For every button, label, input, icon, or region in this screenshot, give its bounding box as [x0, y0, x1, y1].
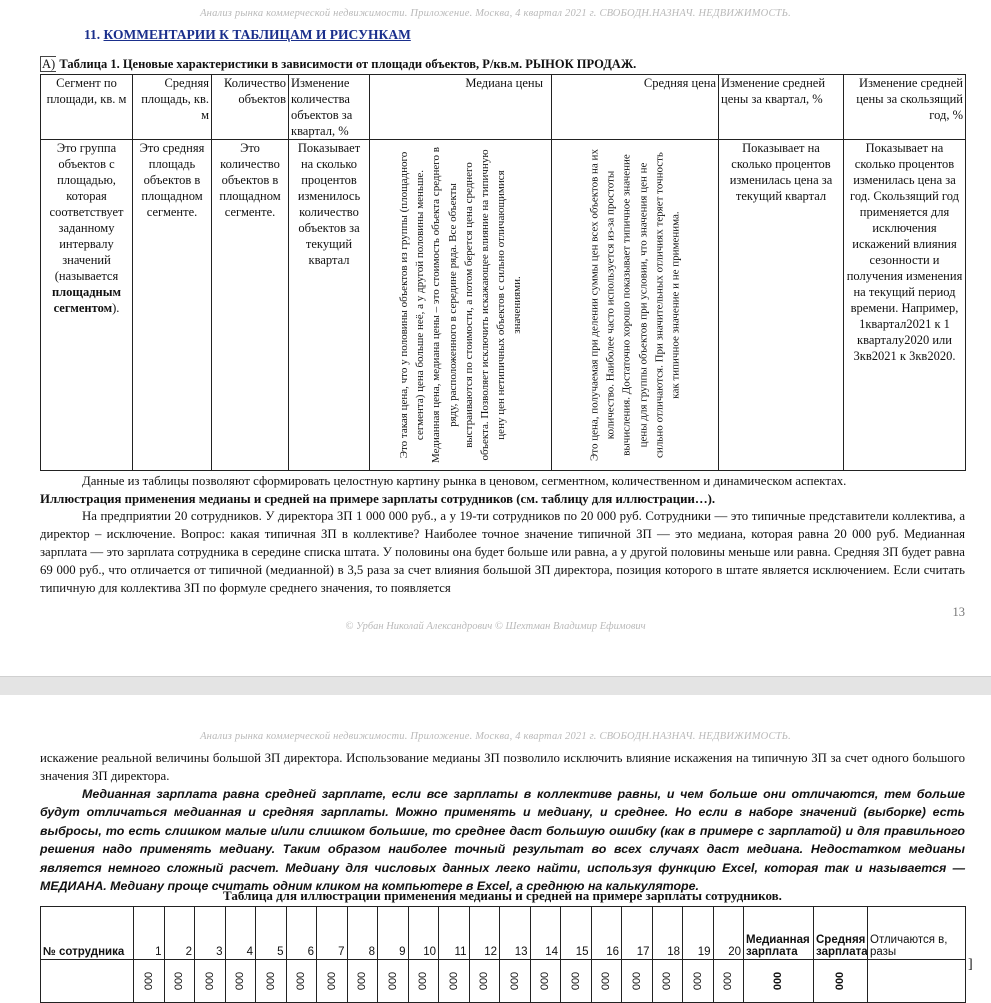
table1-caption-prefix: А) — [42, 57, 56, 71]
paragraph-continuation: искажение реальной величины большой ЗП директора. Использование медианы ЗП позволило исключить влияние искажения на типичную ЗП за счет одного большого значения ЗП директора. — [40, 751, 965, 783]
salary-value: 000 — [325, 971, 338, 991]
table2-value-cell — [713, 960, 744, 1003]
median-vertical-text: Это такая цена, что у половины объектов из группы (площадного сегмента) цена больше неё, а у другой половины меньше. Медианная цена, медиана цены – это стоимость объекта среднего в ряду, расположенного в середине ряда. Все объекты выстраиваются по стоимости, а потом берется цена среднего объекта. Позволяет исключить искажающее влияние на типичную цену цен нетипичных объектов с сильно отличающимися значениями. — [397, 147, 524, 463]
table2-header-diff: Отличаются в, разы — [868, 907, 966, 960]
table2-header-employee-11: 11 — [439, 907, 470, 960]
section-number: 11. — [84, 27, 101, 42]
table2-value-cell — [378, 960, 409, 1003]
salary-value: 000 — [630, 971, 643, 991]
salary-value: 000 — [264, 971, 277, 991]
salary-value: 000 — [600, 971, 613, 991]
table2-value-cell — [530, 960, 561, 1003]
table1-cell-segment: Это группа объектов с площадью, которая соответствует заданному интервалу значений (называется площадным сегментом). — [41, 140, 133, 471]
copyright-footer: © Урбан Николай Александрович © Шехтман Владимир Ефимович — [345, 621, 646, 632]
table2-header-employee-6: 6 — [286, 907, 317, 960]
table2-value-cell — [561, 960, 592, 1003]
table1-header-year-change: Изменение средней цены за скользящий год, % — [844, 75, 966, 140]
table1 — [40, 74, 966, 471]
salary-value: 000 — [569, 971, 582, 991]
table2-header-employee-14: 14 — [530, 907, 561, 960]
table2-value-cell — [814, 960, 868, 1003]
table2-header-employee-5: 5 — [256, 907, 287, 960]
table2-value-cell — [134, 960, 165, 1003]
salary-value: 000 — [478, 971, 491, 991]
table2-data-row — [41, 960, 966, 1003]
table2-value-cell — [164, 960, 195, 1003]
table2-value-cell — [622, 960, 653, 1003]
table1-cell-median — [370, 140, 552, 471]
table2-header-employee-20: 20 — [713, 907, 744, 960]
table2-header-employee-10: 10 — [408, 907, 439, 960]
table2-value-cell — [256, 960, 287, 1003]
table2-value-cell — [652, 960, 683, 1003]
paragraph-illustration-title: Иллюстрация применения медианы и средней на примере зарплаты сотрудников (см. таблицу для иллюстрации…). — [40, 492, 716, 506]
salary-value: 000 — [772, 971, 785, 991]
table1-header-mean: Средняя цена — [552, 75, 719, 140]
table1-header-count: Количество объектов — [212, 75, 289, 140]
table2-value-cell — [469, 960, 500, 1003]
table2-header-employee-15: 15 — [561, 907, 592, 960]
running-header: Анализ рынка коммерческой недвижимости. Приложение. Москва, 4 квартал 2021 г. СВОБОДН.НАЗНАЧ. НЕДВИЖИМОСТЬ. — [200, 8, 791, 19]
table1-header-segment: Сегмент по площади, кв. м — [41, 75, 133, 140]
table1-caption — [40, 57, 636, 72]
table2-value-cell — [317, 960, 348, 1003]
table1-header-avg-area: Средняя площадь, кв. м — [133, 75, 212, 140]
salary-value: 000 — [508, 971, 521, 991]
table2-header-employee-19: 19 — [683, 907, 714, 960]
section-title — [84, 27, 411, 43]
salary-value: 000 — [142, 971, 155, 991]
table2-row-label — [41, 960, 134, 1003]
running-header-2: Анализ рынка коммерческой недвижимости. Приложение. Москва, 4 квартал 2021 г. СВОБОДН.НАЗНАЧ. НЕДВИЖИМОСТЬ. — [200, 731, 791, 742]
table2-value-cell — [225, 960, 256, 1003]
table1-header-median: Медиана цены — [370, 75, 552, 140]
table2-header-employee-16: 16 — [591, 907, 622, 960]
table2-header-employee: № сотрудника — [41, 907, 134, 960]
table1-cell-count-change: Показывает на сколько процентов изменилось количество объектов за текущий квартал — [289, 140, 370, 471]
table2-value-cell — [195, 960, 226, 1003]
table1-cell-avg-area: Это средняя площадь объектов в площадном сегменте. — [133, 140, 212, 471]
paragraph-salary-example: На предприятии 20 сотрудников. У директора ЗП 1 000 000 руб., а у 19-ти сотрудников по 20 000 руб. Сотрудники — это типичные представители коллектива, а директор – исключение. Вопрос: какая типичная ЗП в коллективе? Наиболее точное значение типичной ЗП — это медиана, которая равна 20 000 руб. Медианная зарплата — это зарплата сотрудника в середине списка штата. У половины она будет больше или равна, а у другой половины меньше или равна. Средняя ЗП будет равна 69 000 руб., что отличается от типичной (медианной) в 3,5 раза за счет влияния большой ЗП директора, позиция которого в штате является исключением. Если считать типичную для коллектива ЗП по формуле среднего значения, то появляется — [40, 509, 965, 595]
table2-caption: Таблица для иллюстрации применения медианы и средней на примере зарплаты сотрудников. — [223, 888, 782, 903]
table1-cell-count: Это количество объектов в площадном сегменте. — [212, 140, 289, 471]
salary-value: 000 — [386, 971, 399, 991]
text-cursor-bracket: ] — [968, 957, 973, 972]
table2-header-employee-8: 8 — [347, 907, 378, 960]
paragraph-data-summary: Данные из таблицы позволяют сформировать целостную картину рынка в ценовом, сегментном, количественном и динамическом аспектах. — [82, 474, 847, 488]
salary-value: 000 — [203, 971, 216, 991]
salary-value: 000 — [539, 971, 552, 991]
page-number: 13 — [952, 605, 965, 619]
table2-diff-cell — [868, 960, 966, 1003]
table2-header-employee-9: 9 — [378, 907, 409, 960]
salary-value: 000 — [661, 971, 674, 991]
table2-header-employee-1: 1 — [134, 907, 165, 960]
table2-header-employee-12: 12 — [469, 907, 500, 960]
table2-header-employee-18: 18 — [652, 907, 683, 960]
table2-value-cell — [683, 960, 714, 1003]
table2-value-cell — [591, 960, 622, 1003]
table2-value-cell — [439, 960, 470, 1003]
table1-cell-mean — [552, 140, 719, 471]
salary-value: 000 — [834, 971, 847, 991]
table1-caption-text: Таблица 1. Ценовые характеристики в зависимости от площади объектов, Р/кв.м. РЫНОК ПРОДАЖ. — [56, 57, 637, 71]
table1-cell-mean-change: Показывает на сколько процентов изменилась цена за текущий квартал — [719, 140, 844, 471]
table2-header-median: Медианная зарплата — [744, 907, 814, 960]
mean-vertical-text: Это цена, получаемая при делении суммы цен всех объектов на их количество. Наиболее часто используется из-за простоты вычисления. Достаточно хорошо показывает типичное значение цены для группы объектов при условии, что значения цен не сильно отличаются. При значительных отличиях теряет точность как типичное значение и не применима. — [588, 149, 682, 461]
salary-value: 000 — [447, 971, 460, 991]
salary-value: 000 — [417, 971, 430, 991]
paragraph-median-vs-mean: Медианная зарплата равна средней зарплате, если все зарплаты в коллективе равны, и чем больше они отличаются, тем больше будут отличаться медианная и средняя зарплаты. Можно применять и медиану, и среднее. Но если в наборе значений (выборке) есть выбросы, то есть слишком малые и/или слишком большие, то среднее даст большую ошибку (как в примере с зарплатой) и для правильного решения надо применять медиану. Таким образом наиболее точный результат во всех случаях даст медиана. Недостатком медианы является немного сложный расчет. Медиану для числовых данных легко найти, используя функцию Excel, которая так и называется — МЕДИАНА. Медиану проще считать одним кликом на компьютере в Excel, а среднюю на калькуляторе. — [40, 787, 965, 894]
table1-body-row — [41, 140, 966, 471]
table2-header-employee-7: 7 — [317, 907, 348, 960]
table2-value-cell — [347, 960, 378, 1003]
table2 — [40, 906, 966, 1003]
table1-header-count-change: Изменение количества объектов за квартал, % — [289, 75, 370, 140]
table2-header-mean: Средняя зарплата — [814, 907, 868, 960]
table2-value-cell — [286, 960, 317, 1003]
document-page-2 — [0, 695, 991, 991]
table2-value-cell — [744, 960, 814, 1003]
section-title-text: КОММЕНТАРИИ К ТАБЛИЦАМ И РИСУНКАМ — [103, 27, 411, 42]
table2-header-row — [41, 907, 966, 960]
salary-value: 000 — [356, 971, 369, 991]
salary-value: 000 — [691, 971, 704, 991]
table2-value-cell — [500, 960, 531, 1003]
table2-header-employee-4: 4 — [225, 907, 256, 960]
table2-header-employee-17: 17 — [622, 907, 653, 960]
table2-header-employee-2: 2 — [164, 907, 195, 960]
table2-header-employee-13: 13 — [500, 907, 531, 960]
table2-header-employee-3: 3 — [195, 907, 226, 960]
salary-value: 000 — [234, 971, 247, 991]
salary-value: 000 — [295, 971, 308, 991]
table1-cell-year-change: Показывает на сколько процентов изменилась цена за год. Скользящий год применяется для исключения искажений влияния сезонности и получения изменения на текущий период времени. Например, 1квартал2021 к 1 кварталу2020 или 3кв2021 к 3кв2020. — [844, 140, 966, 471]
page-gap — [0, 676, 991, 696]
table2-value-cell — [408, 960, 439, 1003]
bold-term: площадным сегментом — [51, 285, 122, 315]
salary-value: 000 — [722, 971, 735, 991]
salary-value: 000 — [173, 971, 186, 991]
table1-header-row — [41, 75, 966, 140]
table1-header-mean-change: Изменение средней цены за квартал, % — [719, 75, 844, 140]
